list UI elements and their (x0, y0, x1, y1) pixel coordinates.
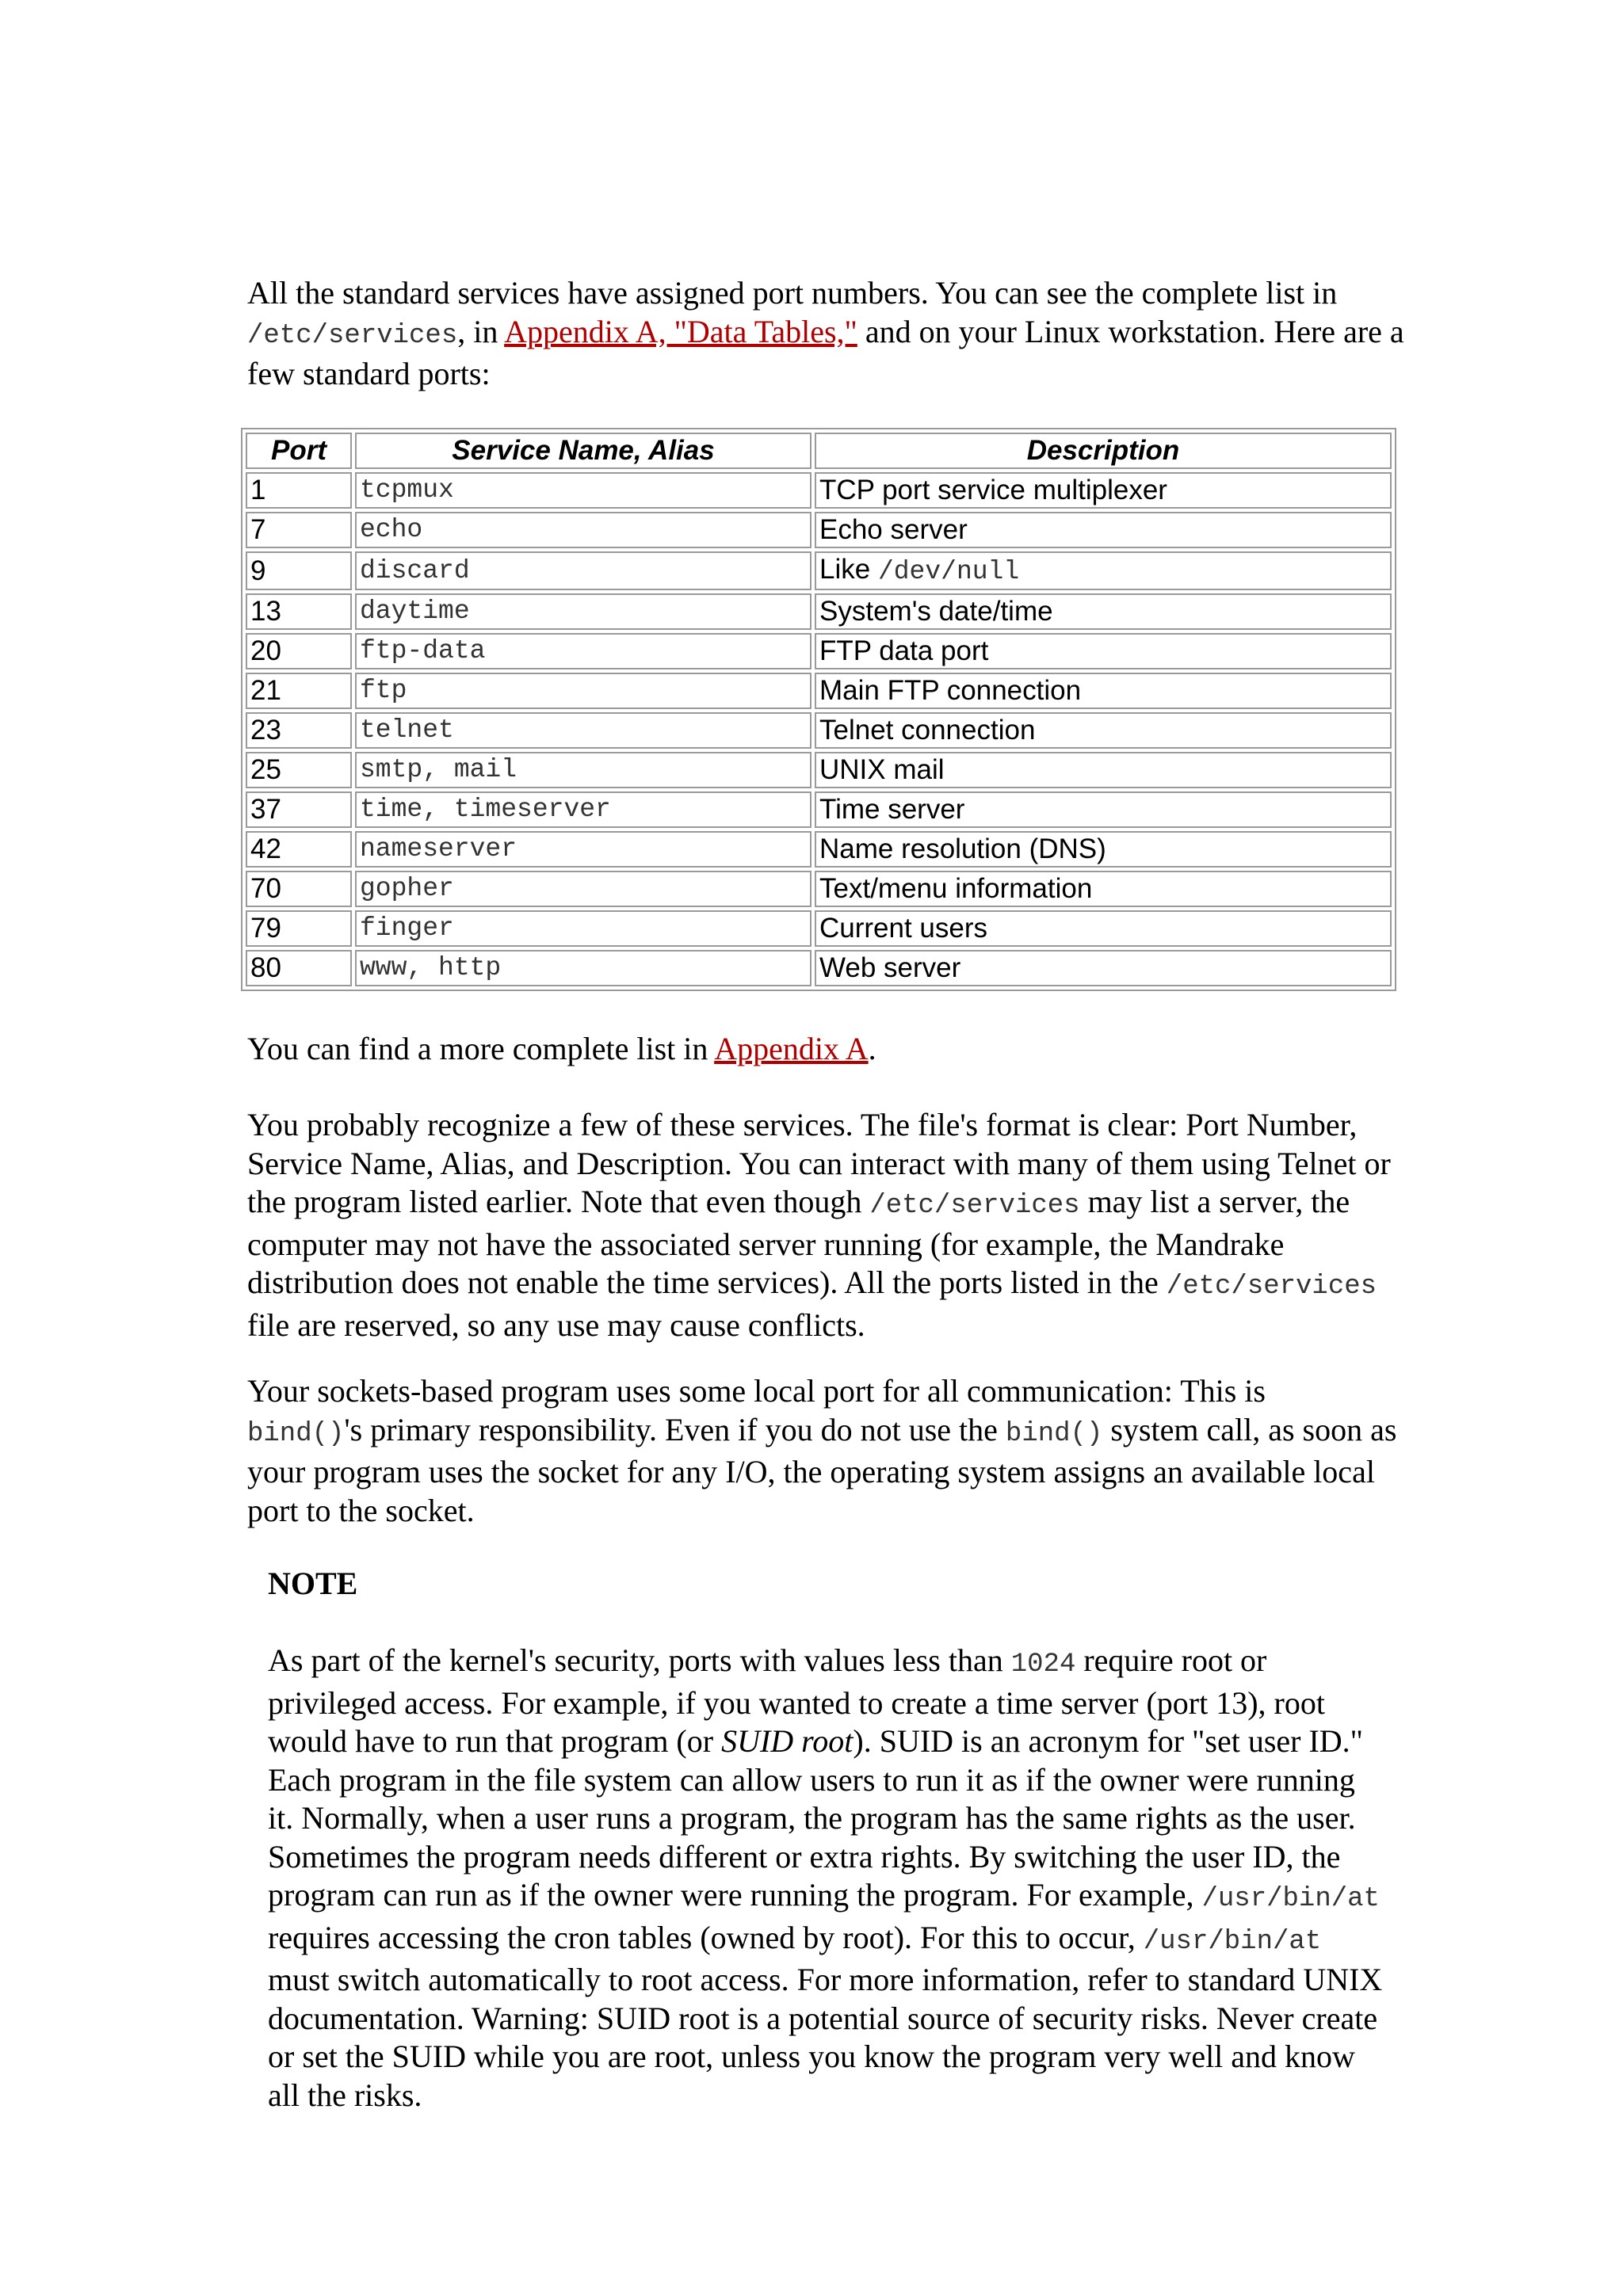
port-cell: 1 (246, 472, 352, 509)
para3-text-2: may list a server, the computer may not have the associated server running (for example, the Mandrake distribution does not enable the time services). All the ports listed in the (247, 1184, 1350, 1300)
note-code-2: /usr/bin/at (1201, 1884, 1380, 1914)
service-cell: finger (355, 910, 812, 947)
description-cell (815, 910, 1392, 947)
appendix-a-link[interactable]: Appendix A (714, 1031, 869, 1066)
description-text: Current users (819, 913, 988, 944)
appendix-a-data-tables-link[interactable]: Appendix A, "Data Tables," (504, 313, 857, 349)
port-cell: 7 (246, 512, 352, 548)
description-code: /dev/null (877, 557, 1020, 586)
para2-text-1: You can find a more complete list in (247, 1031, 715, 1066)
service-cell: tcpmux (355, 472, 812, 509)
table-row (246, 551, 1392, 590)
service-cell: www, http (355, 950, 812, 986)
port-cell: 79 (246, 910, 352, 947)
description-cell (815, 673, 1392, 709)
table-row (246, 633, 1392, 669)
intro-paragraph (247, 274, 1404, 394)
note-emphasis: SUID root (721, 1723, 854, 1759)
service-cell: time, timeserver (355, 791, 812, 828)
note-body (268, 1642, 1385, 2115)
description-text: System's date/time (819, 596, 1053, 627)
description-cell (815, 551, 1392, 590)
header-service: Service Name, Alias (355, 433, 812, 469)
note-text-2: require root or privileged access. For example, if you wanted to create a time server (port 13), root would have to run that program (or (268, 1642, 1325, 1759)
description-cell (815, 831, 1392, 868)
description-text: Name resolution (DNS) (819, 833, 1106, 864)
table-row (246, 673, 1392, 709)
table-row (246, 831, 1392, 868)
table-row (246, 512, 1392, 548)
para4-text-3: system call, as soon as your program uses the socket for any I/O, the operating system assigns an available local port to the socket. (247, 1411, 1397, 1528)
table-row (246, 752, 1392, 788)
service-cell: daytime (355, 593, 812, 630)
port-cell: 25 (246, 752, 352, 788)
appendix-paragraph (247, 1030, 1404, 1069)
para3-code-2: /etc/services (1166, 1272, 1377, 1302)
description-text: TCP port service multiplexer (819, 475, 1167, 505)
table-row (246, 472, 1392, 509)
table-row (246, 871, 1392, 907)
note-text-5: must switch automatically to root access. For more information, refer to standard UNIX documentation. Warning: SUID root is a potential source of security risks. Never create or set the SUID while you are root, unless you know the program very well and know all the risks. (268, 1962, 1383, 2113)
port-cell: 80 (246, 950, 352, 986)
service-cell: gopher (355, 871, 812, 907)
service-cell: smtp, mail (355, 752, 812, 788)
header-port: Port (246, 433, 352, 469)
table-row (246, 910, 1392, 947)
table-body (246, 472, 1392, 986)
description-text: Like (819, 554, 878, 585)
description-cell (815, 633, 1392, 669)
description-cell (815, 752, 1392, 788)
note-code-1: 1024 (1010, 1650, 1076, 1680)
port-cell: 37 (246, 791, 352, 828)
description-text: Text/menu information (819, 873, 1093, 904)
para3-code-1: /etc/services (869, 1191, 1080, 1221)
service-cell: telnet (355, 712, 812, 749)
port-cell: 23 (246, 712, 352, 749)
port-cell: 13 (246, 593, 352, 630)
description-text: Echo server (819, 514, 968, 545)
service-cell: echo (355, 512, 812, 548)
description-cell (815, 791, 1392, 828)
table-row (246, 593, 1392, 630)
standard-ports-table (241, 428, 1396, 991)
service-cell: ftp (355, 673, 812, 709)
para4-code-2: bind() (1005, 1418, 1103, 1449)
description-text: Telnet connection (819, 715, 1036, 746)
table-row (246, 791, 1392, 828)
port-cell: 21 (246, 673, 352, 709)
port-cell: 9 (246, 551, 352, 590)
service-cell: ftp-data (355, 633, 812, 669)
description-cell (815, 512, 1392, 548)
note-title: NOTE (268, 1566, 358, 1601)
table-row (246, 950, 1392, 986)
description-text: Web server (819, 952, 961, 983)
service-cell: nameserver (355, 831, 812, 868)
description-cell (815, 472, 1392, 509)
port-cell: 42 (246, 831, 352, 868)
note-text-4: requires accessing the cron tables (owned by root). For this to occur, (268, 1919, 1144, 1955)
bind-paragraph (247, 1372, 1404, 1530)
description-text: FTP data port (819, 635, 989, 666)
port-cell: 20 (246, 633, 352, 669)
note-text-3: ). SUID is an acronym for "set user ID." Each program in the file system can allow users to run it as if the owner were running it. Normally, when a user runs a program, the program has the same rights as the user. Sometimes the program needs different or extra rights. By switching the user ID, the program can run as if the owner were running the program. For example, (268, 1723, 1363, 1913)
header-description: Description (815, 433, 1392, 469)
para4-code-1: bind() (247, 1418, 345, 1449)
para4-text-2: 's primary responsibility. Even if you do not use the (344, 1411, 1006, 1447)
description-cell (815, 593, 1392, 630)
description-text: Time server (819, 794, 965, 825)
intro-text-3: and on your Linux workstation. Here are a few standard ports: (247, 313, 1404, 391)
intro-text-2: , in (457, 313, 505, 349)
etc-services-path: /etc/services (247, 320, 458, 351)
note-code-3: /usr/bin/at (1143, 1926, 1322, 1957)
para3-text-1: You probably recognize a few of these services. The file's format is clear: Port Number, Service Name, Alias, and Description. You can interact with many of them using Telnet or the program listed earlier. Note that even though (247, 1107, 1391, 1219)
description-cell (815, 871, 1392, 907)
description-cell (815, 712, 1392, 749)
description-cell (815, 950, 1392, 986)
services-format-paragraph (247, 1106, 1404, 1344)
description-text: UNIX mail (819, 754, 945, 785)
para4-text-1: Your sockets-based program uses some local port for all communication: This is (247, 1373, 1266, 1409)
service-cell: discard (355, 551, 812, 590)
para2-text-2: . (868, 1031, 876, 1066)
table-header-row (246, 433, 1392, 469)
description-text: Main FTP connection (819, 675, 1082, 706)
table-row (246, 712, 1392, 749)
intro-text-1: All the standard services have assigned port numbers. You can see the complete list in (247, 275, 1338, 311)
port-cell: 70 (246, 871, 352, 907)
para3-text-3: file are reserved, so any use may cause conflicts. (247, 1306, 865, 1343)
note-text-1: As part of the kernel's security, ports with values less than (268, 1642, 1011, 1678)
